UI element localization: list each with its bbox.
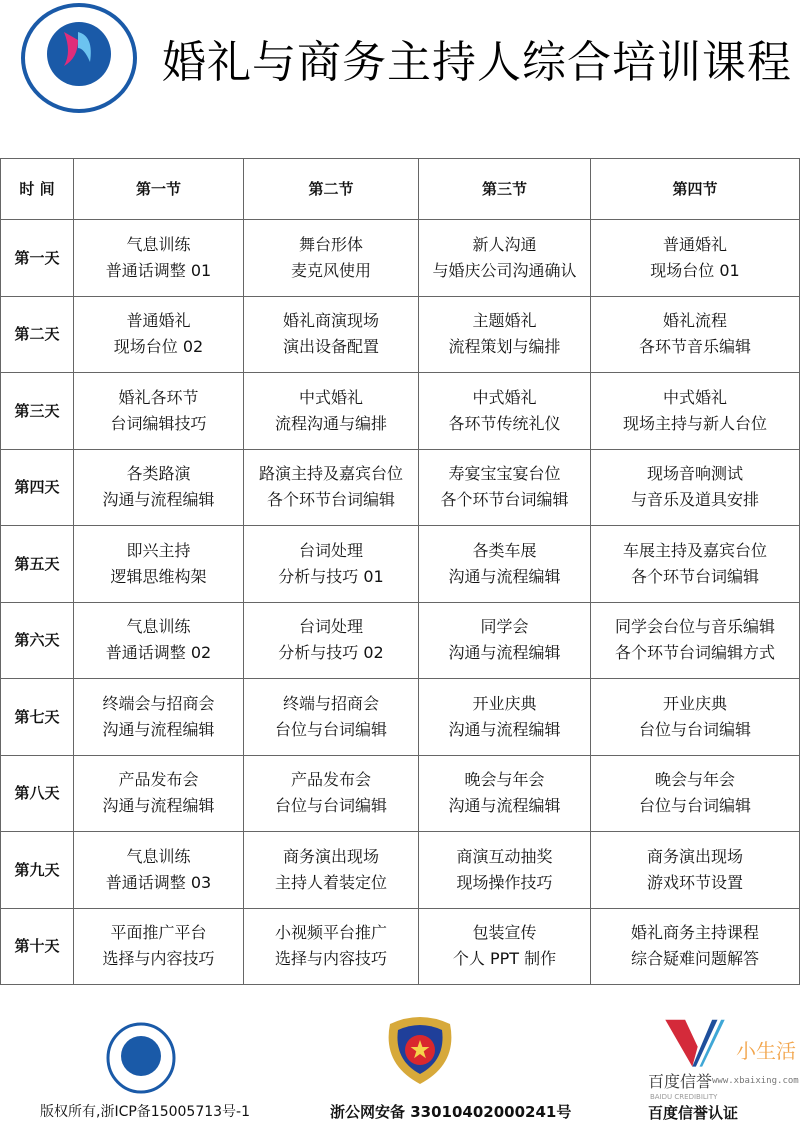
table-row bbox=[1, 526, 800, 603]
baidu-logo-sub: BAIDU CREDIBILITY bbox=[650, 1093, 718, 1101]
session-line: 台词处理 bbox=[298, 617, 363, 637]
session-cell bbox=[244, 679, 419, 756]
session-cell bbox=[419, 679, 591, 756]
session-cell bbox=[419, 526, 591, 603]
session-line: 各类车展 bbox=[472, 540, 537, 560]
session-line: 分析与技巧 01 bbox=[278, 566, 384, 586]
table-row bbox=[1, 373, 800, 450]
session-line: 沟通与流程编辑 bbox=[102, 719, 215, 739]
session-line: 产品发布会 bbox=[290, 770, 371, 790]
day-label: 第一天 bbox=[1, 220, 74, 297]
table-row bbox=[1, 755, 800, 832]
session-line: 包装宣传 bbox=[472, 923, 537, 943]
column-header: 第四节 bbox=[591, 159, 800, 220]
session-line: 麦克风使用 bbox=[290, 260, 371, 280]
session-cell bbox=[419, 755, 591, 832]
table-row bbox=[1, 602, 800, 679]
watermark: 小生活 bbox=[736, 1039, 796, 1063]
baidu-credibility-label: 百度信誉认证 bbox=[648, 1104, 739, 1122]
session-line: 寿宴宝宝宴台位 bbox=[448, 464, 561, 484]
session-cell bbox=[419, 832, 591, 909]
police-emblem-icon bbox=[380, 1014, 460, 1094]
page-title: 婚礼与商务主持人综合培训课程 bbox=[162, 37, 792, 88]
baidu-credibility-logo bbox=[660, 1018, 730, 1072]
day-label: 第十天 bbox=[1, 908, 74, 985]
day-label: 第五天 bbox=[1, 526, 74, 603]
session-line: 同学会台位与音乐编辑 bbox=[614, 617, 775, 637]
session-line: 婚礼各环节 bbox=[118, 387, 199, 407]
table-row bbox=[1, 449, 800, 526]
session-line: 沟通与流程编辑 bbox=[448, 796, 561, 816]
session-line: 中式婚礼 bbox=[662, 387, 727, 407]
session-line: 逻辑思维构架 bbox=[110, 566, 207, 586]
session-line: 路演主持及嘉宾台位 bbox=[258, 464, 403, 484]
session-cell bbox=[591, 296, 800, 373]
session-line: 商务演出现场 bbox=[646, 846, 743, 866]
session-line: 婚礼流程 bbox=[662, 311, 727, 331]
session-line: 平面推广平台 bbox=[110, 923, 207, 943]
icp-record: 版权所有,浙ICP备15005713号-1 bbox=[40, 1104, 251, 1120]
session-cell bbox=[74, 220, 244, 297]
session-line: 终端会与招商会 bbox=[102, 693, 215, 713]
session-line: 流程沟通与编排 bbox=[274, 413, 387, 433]
session-cell bbox=[419, 602, 591, 679]
session-line: 台词处理 bbox=[298, 540, 363, 560]
hezhi-logo bbox=[20, 2, 138, 114]
session-cell bbox=[419, 220, 591, 297]
session-line: 分析与技巧 02 bbox=[278, 643, 384, 663]
session-cell bbox=[244, 220, 419, 297]
session-line: 沟通与流程编辑 bbox=[448, 719, 561, 739]
day-label: 第六天 bbox=[1, 602, 74, 679]
session-cell bbox=[244, 449, 419, 526]
session-line: 各个环节台词编辑 bbox=[440, 490, 569, 510]
column-header: 第一节 bbox=[74, 159, 244, 220]
session-line: 与婚庆公司沟通确认 bbox=[432, 260, 577, 280]
session-line: 新人沟通 bbox=[472, 234, 537, 254]
session-line: 台位与台词编辑 bbox=[274, 796, 387, 816]
session-line: 婚礼商务主持课程 bbox=[630, 923, 759, 943]
session-cell bbox=[244, 296, 419, 373]
session-line: 主持人着装定位 bbox=[274, 872, 387, 892]
session-line: 演出设备配置 bbox=[282, 337, 379, 357]
session-line: 小视频平台推广 bbox=[274, 923, 387, 943]
session-line: 商演互动抽奖 bbox=[456, 846, 553, 866]
session-line: 普通话调整 03 bbox=[105, 872, 212, 892]
session-cell bbox=[419, 296, 591, 373]
session-line: 与音乐及道具安排 bbox=[630, 490, 759, 510]
session-line: 终端与招商会 bbox=[282, 693, 379, 713]
table-row bbox=[1, 832, 800, 909]
session-line: 选择与内容技巧 bbox=[274, 949, 387, 969]
session-cell bbox=[244, 526, 419, 603]
session-line: 中式婚礼 bbox=[298, 387, 363, 407]
column-header: 时 间 bbox=[1, 159, 74, 220]
session-line: 游戏环节设置 bbox=[646, 872, 743, 892]
session-line: 气息训练 bbox=[126, 846, 191, 866]
session-line: 现场台位 02 bbox=[113, 337, 204, 357]
session-cell bbox=[591, 832, 800, 909]
table-row bbox=[1, 908, 800, 985]
session-line: 气息训练 bbox=[126, 234, 191, 254]
session-cell bbox=[591, 602, 800, 679]
session-cell bbox=[419, 449, 591, 526]
session-line: 现场音响测试 bbox=[646, 464, 743, 484]
table-row bbox=[1, 296, 800, 373]
session-line: 台位与台词编辑 bbox=[638, 796, 751, 816]
watermark-url: www.xbaixing.com bbox=[712, 1076, 799, 1086]
session-line: 各个环节台词编辑方式 bbox=[614, 643, 775, 663]
session-cell bbox=[591, 449, 800, 526]
session-line: 开业庆典 bbox=[472, 693, 537, 713]
session-line: 即兴主持 bbox=[126, 540, 191, 560]
session-line: 现场操作技巧 bbox=[456, 872, 553, 892]
session-line: 晚会与年会 bbox=[654, 770, 735, 790]
session-line: 车展主持及嘉宾台位 bbox=[622, 540, 767, 560]
table-header-row bbox=[1, 159, 800, 220]
session-line: 沟通与流程编辑 bbox=[448, 566, 561, 586]
session-line: 各环节音乐编辑 bbox=[638, 337, 751, 357]
column-header: 第二节 bbox=[244, 159, 419, 220]
session-line: 普通话调整 02 bbox=[105, 643, 212, 663]
session-cell bbox=[244, 602, 419, 679]
session-line: 各环节传统礼仪 bbox=[448, 413, 561, 433]
session-line: 普通婚礼 bbox=[126, 311, 191, 331]
table-row bbox=[1, 220, 800, 297]
session-line: 晚会与年会 bbox=[464, 770, 545, 790]
course-schedule-table bbox=[0, 158, 800, 985]
session-line: 气息训练 bbox=[126, 617, 191, 637]
session-cell bbox=[74, 373, 244, 450]
session-line: 商务演出现场 bbox=[282, 846, 379, 866]
session-line: 现场台位 01 bbox=[650, 260, 740, 280]
session-line: 各个环节台词编辑 bbox=[630, 566, 759, 586]
session-line: 现场主持与新人台位 bbox=[622, 413, 767, 433]
session-line: 主题婚礼 bbox=[472, 311, 537, 331]
session-line: 产品发布会 bbox=[118, 770, 199, 790]
session-line: 舞台形体 bbox=[298, 234, 363, 254]
day-label: 第二天 bbox=[1, 296, 74, 373]
session-cell bbox=[591, 755, 800, 832]
session-line: 流程策划与编排 bbox=[448, 337, 561, 357]
police-record: 浙公网安备 33010402000241号 bbox=[330, 1103, 572, 1121]
day-label: 第三天 bbox=[1, 373, 74, 450]
session-cell bbox=[244, 373, 419, 450]
hezhi-footer-logo bbox=[106, 1022, 176, 1094]
session-line: 普通婚礼 bbox=[662, 234, 727, 254]
session-line: 综合疑难问题解答 bbox=[630, 949, 759, 969]
table-row bbox=[1, 679, 800, 756]
session-line: 沟通与流程编辑 bbox=[102, 490, 215, 510]
session-cell bbox=[244, 908, 419, 985]
day-label: 第七天 bbox=[1, 679, 74, 756]
session-line: 各类路演 bbox=[126, 464, 191, 484]
column-header: 第三节 bbox=[419, 159, 591, 220]
session-cell bbox=[419, 908, 591, 985]
session-cell bbox=[591, 908, 800, 985]
session-line: 选择与内容技巧 bbox=[102, 949, 215, 969]
session-cell bbox=[74, 755, 244, 832]
session-cell bbox=[74, 908, 244, 985]
session-cell bbox=[74, 679, 244, 756]
baidu-logo-text: 百度信誉 bbox=[648, 1072, 713, 1091]
session-line: 同学会 bbox=[480, 617, 529, 637]
session-line: 个人 PPT 制作 bbox=[452, 949, 557, 969]
session-cell bbox=[74, 526, 244, 603]
session-line: 婚礼商演现场 bbox=[282, 311, 379, 331]
session-line: 开业庆典 bbox=[662, 693, 727, 713]
session-line: 普通话调整 01 bbox=[105, 260, 212, 280]
session-cell bbox=[591, 220, 800, 297]
session-cell bbox=[74, 602, 244, 679]
session-line: 中式婚礼 bbox=[472, 387, 537, 407]
session-line: 沟通与流程编辑 bbox=[448, 643, 561, 663]
session-cell bbox=[74, 832, 244, 909]
session-cell bbox=[591, 373, 800, 450]
session-cell bbox=[591, 679, 800, 756]
session-line: 沟通与流程编辑 bbox=[102, 796, 215, 816]
day-label: 第八天 bbox=[1, 755, 74, 832]
session-line: 台词编辑技巧 bbox=[110, 413, 207, 433]
session-cell bbox=[419, 373, 591, 450]
session-cell bbox=[74, 296, 244, 373]
session-cell bbox=[74, 449, 244, 526]
session-line: 台位与台词编辑 bbox=[638, 719, 751, 739]
session-line: 台位与台词编辑 bbox=[274, 719, 387, 739]
session-cell bbox=[244, 755, 419, 832]
day-label: 第九天 bbox=[1, 832, 74, 909]
session-line: 各个环节台词编辑 bbox=[266, 490, 395, 510]
session-cell bbox=[591, 526, 800, 603]
day-label: 第四天 bbox=[1, 449, 74, 526]
session-cell bbox=[244, 832, 419, 909]
